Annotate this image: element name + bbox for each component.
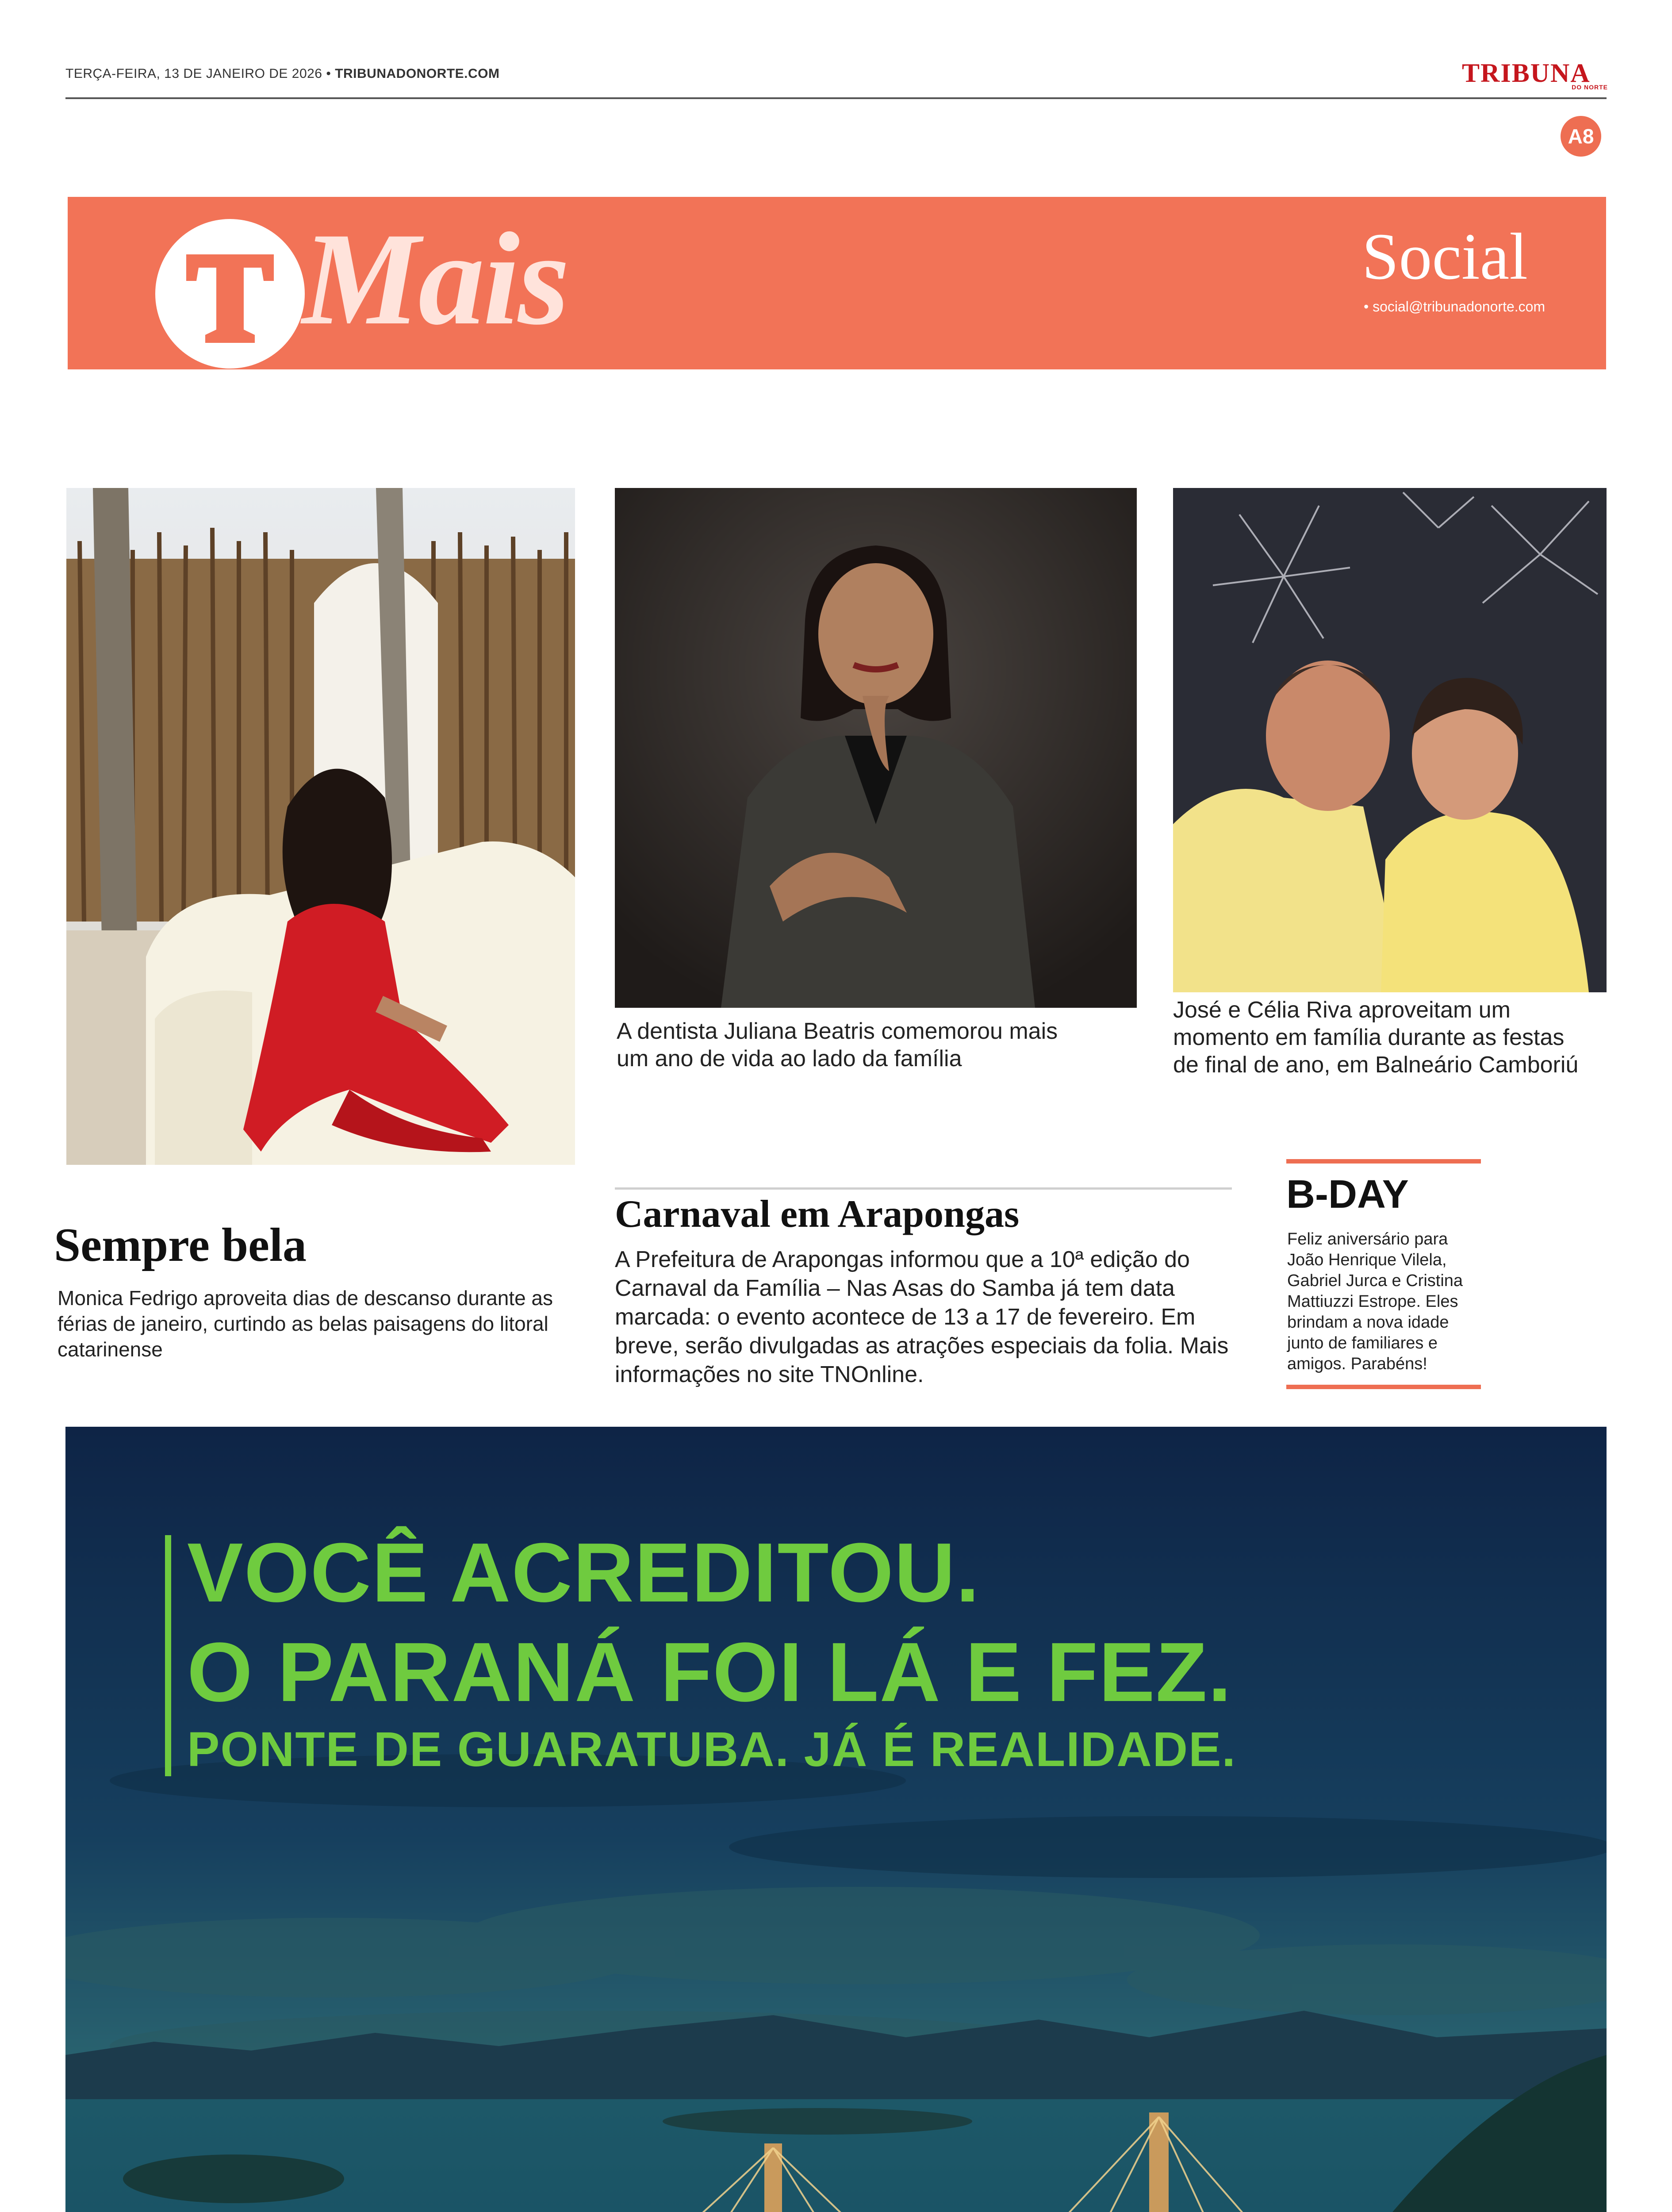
caption-line: A dentista Juliana Beatris comemorou mais bbox=[617, 1018, 1058, 1044]
ad-line1: VOCÊ ACREDITOU. bbox=[187, 1526, 980, 1620]
section-banner bbox=[68, 197, 1606, 369]
divider-carnaval bbox=[615, 1187, 1232, 1190]
section-title: Social bbox=[1362, 220, 1528, 293]
caption-juliana bbox=[617, 1018, 1139, 1072]
text-carnaval bbox=[615, 1245, 1234, 1389]
text-line: A Prefeitura de Arapongas informou que a 10ª edição do bbox=[615, 1247, 1190, 1272]
text-line: junto de familiares e bbox=[1287, 1334, 1438, 1352]
text-line: Monica Fedrigo aproveita dias de descanso durante as bbox=[58, 1286, 553, 1310]
ad-line2: O PARANÁ FOI LÁ E FEZ. bbox=[187, 1625, 1232, 1719]
caption-line: um ano de vida ao lado da família bbox=[617, 1046, 962, 1071]
text-line: catarinense bbox=[58, 1338, 163, 1361]
photo-jose-celia bbox=[1173, 488, 1607, 992]
text-line: Carnaval da Família – Nas Asas do Samba já tem data bbox=[615, 1275, 1175, 1301]
text-line: João Henrique Vilela, bbox=[1287, 1251, 1447, 1269]
advertisement-ponte-guaratuba[interactable] bbox=[65, 1427, 1607, 2212]
headline-carnaval: Carnaval em Arapongas bbox=[615, 1193, 1020, 1236]
text-line: Mattiuzzi Estrope. Eles bbox=[1287, 1292, 1458, 1311]
logo-sub-text: DO NORTE bbox=[1572, 84, 1608, 91]
text-line: marcada: o evento acontece de 13 a 17 de fevereiro. Em bbox=[615, 1304, 1196, 1330]
section-brand: Mais bbox=[302, 205, 568, 352]
text-line: amigos. Parabéns! bbox=[1287, 1355, 1427, 1373]
text-sempre-bela bbox=[58, 1285, 588, 1362]
bday-bottom-rule bbox=[1286, 1385, 1481, 1389]
site-link[interactable]: TRIBUNADONORTE.COM bbox=[335, 66, 500, 81]
caption-line: de final de ano, em Balneário Camboriú bbox=[1173, 1052, 1579, 1078]
photo-juliana bbox=[615, 488, 1137, 1008]
date-line: TERÇA-FEIRA, 13 DE JANEIRO DE 2026 • TRIBUNADONORTE.COM bbox=[65, 66, 500, 81]
section-email[interactable]: • social@tribunadonorte.com bbox=[1364, 299, 1545, 315]
ad-line3: PONTE DE GUARATUBA. JÁ É REALIDADE. bbox=[187, 1722, 1236, 1777]
bday-text bbox=[1287, 1229, 1482, 1375]
date-text: TERÇA-FEIRA, 13 DE JANEIRO DE 2026 bbox=[65, 66, 322, 81]
bday-top-rule bbox=[1286, 1159, 1481, 1164]
text-line: informações no site TNOnline. bbox=[615, 1362, 924, 1387]
caption-line: momento em família durante as festas bbox=[1173, 1025, 1565, 1050]
ad-headline-bar bbox=[165, 1535, 171, 1776]
text-line: brindam a nova idade bbox=[1287, 1313, 1449, 1332]
text-line: Gabriel Jurca e Cristina bbox=[1287, 1271, 1463, 1290]
headline-sempre-bela: Sempre bela bbox=[54, 1219, 307, 1271]
text-line: breve, serão divulgadas as atrações especiais da folia. Mais bbox=[615, 1333, 1229, 1359]
tribuna-logo[interactable] bbox=[1462, 60, 1608, 91]
photo-sempre-bela bbox=[66, 488, 575, 1165]
logo-main-text: TRIBUNA bbox=[1462, 58, 1591, 88]
text-line: férias de janeiro, curtindo as belas paisagens do litoral bbox=[58, 1312, 548, 1335]
caption-line: José e Célia Riva aproveitam um bbox=[1173, 997, 1511, 1023]
caption-jose-celia bbox=[1173, 996, 1607, 1079]
email-text: social@tribunadonorte.com bbox=[1373, 299, 1545, 315]
header-rule bbox=[65, 97, 1607, 99]
bday-title: B-DAY bbox=[1286, 1172, 1409, 1217]
text-line: Feliz aniversário para bbox=[1287, 1230, 1448, 1248]
page-number-badge: A8 bbox=[1561, 116, 1601, 157]
t-logo-icon bbox=[155, 219, 305, 369]
